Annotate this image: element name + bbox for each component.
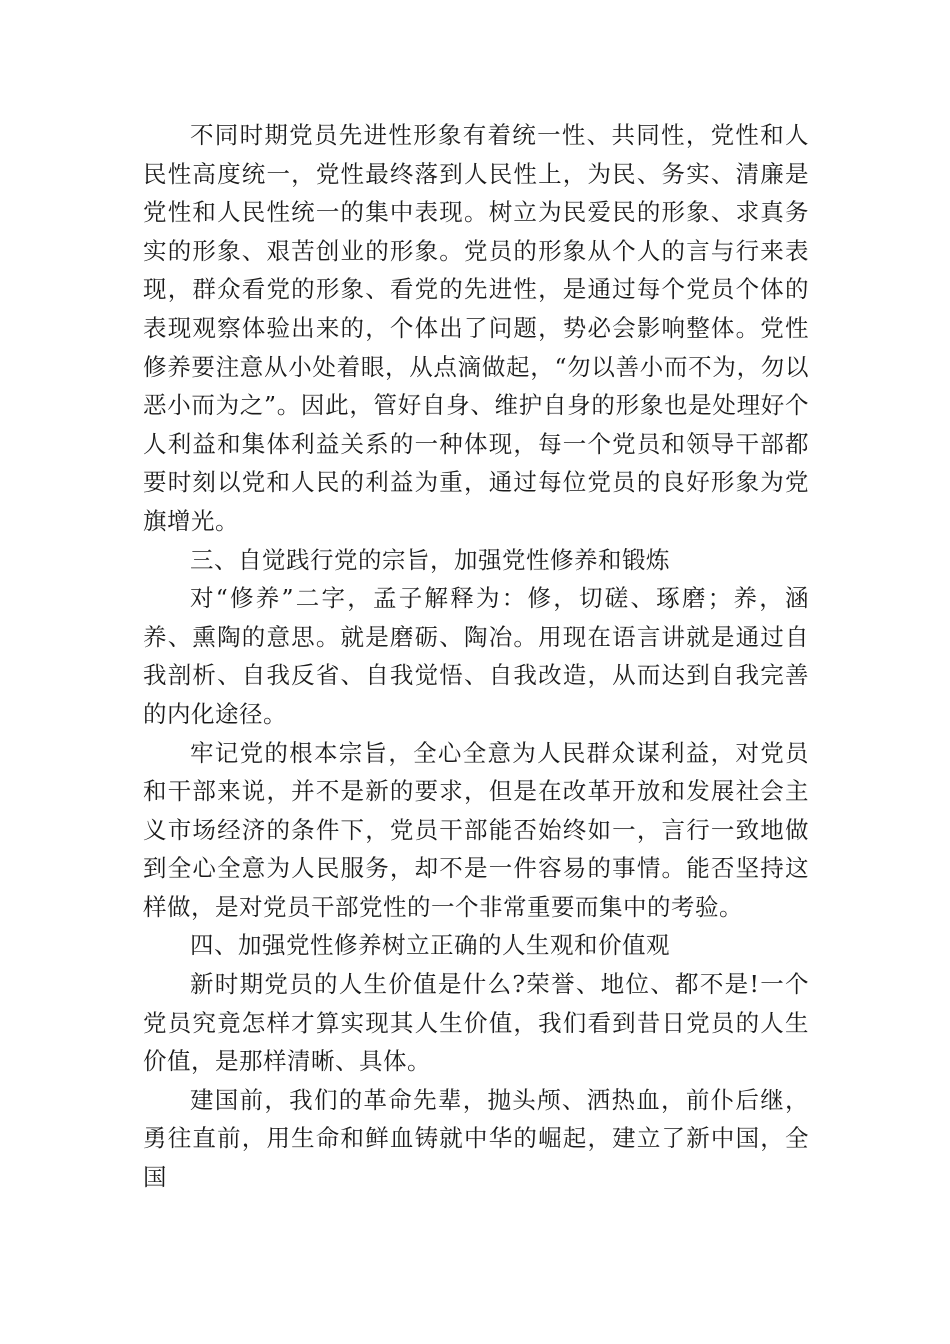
section-heading: 三、自觉践行党的宗旨，加强党性修养和锻炼 bbox=[190, 545, 670, 574]
body-paragraph: 建国前，我们的革命先辈，抛头颅、洒热血，前仆后继，勇往直前，用生命和鲜血铸就中华的崛起，建立了新中国，全国 bbox=[143, 1085, 809, 1192]
document-page bbox=[143, 116, 809, 1197]
body-paragraph: 牢记党的根本宗旨，全心全意为人民群众谋利益，对党员和干部来说，并不是新的要求，但是在改革开放和发展社会主义市场经济的条件下，党员干部能否始终如一，言行一致地做到全心全意为人民服务，却不是一件容易的事情。能否坚持这样做，是对党员干部党性的一个非常重要而集中的考验。 bbox=[143, 738, 809, 921]
body-paragraph: 不同时期党员先进性形象有着统一性、共同性，党性和人民性高度统一，党性最终落到人民性上，为民、务实、清廉是党性和人民性统一的集中表现。树立为民爱民的形象、求真务实的形象、艰苦创业的形象。党员的形象从个人的言与行来表现，群众看党的形象、看党的先进性，是通过每个党员个体的表现观察体验出来的，个体出了问题，势必会影响整体。党性修养要注意从小处着眼，从点滴做起，“勿以善小而不为，勿以恶小而为之”。因此，管好自身、维护自身的形象也是处理好个人利益和集体利益关系的一种体现，每一个党员和领导干部都要时刻以党和人民的利益为重，通过每位党员的良好形象为党旗增光。 bbox=[143, 121, 809, 535]
body-paragraph: 新时期党员的人生价值是什么?荣誉、地位、都不是!一个党员究竟怎样才算实现其人生价值，我们看到昔日党员的人生价值，是那样清晰、具体。 bbox=[143, 970, 809, 1076]
section-heading: 四、加强党性修养树立正确的人生观和价值观 bbox=[190, 931, 670, 960]
body-paragraph: 对“修养”二字，孟子解释为：修，切磋、琢磨；养，涵养、熏陶的意思。就是磨砺、陶冶。用现在语言讲就是通过自我剖析、自我反省、自我觉悟、自我改造，从而达到自我完善的内化途径。 bbox=[143, 584, 809, 728]
